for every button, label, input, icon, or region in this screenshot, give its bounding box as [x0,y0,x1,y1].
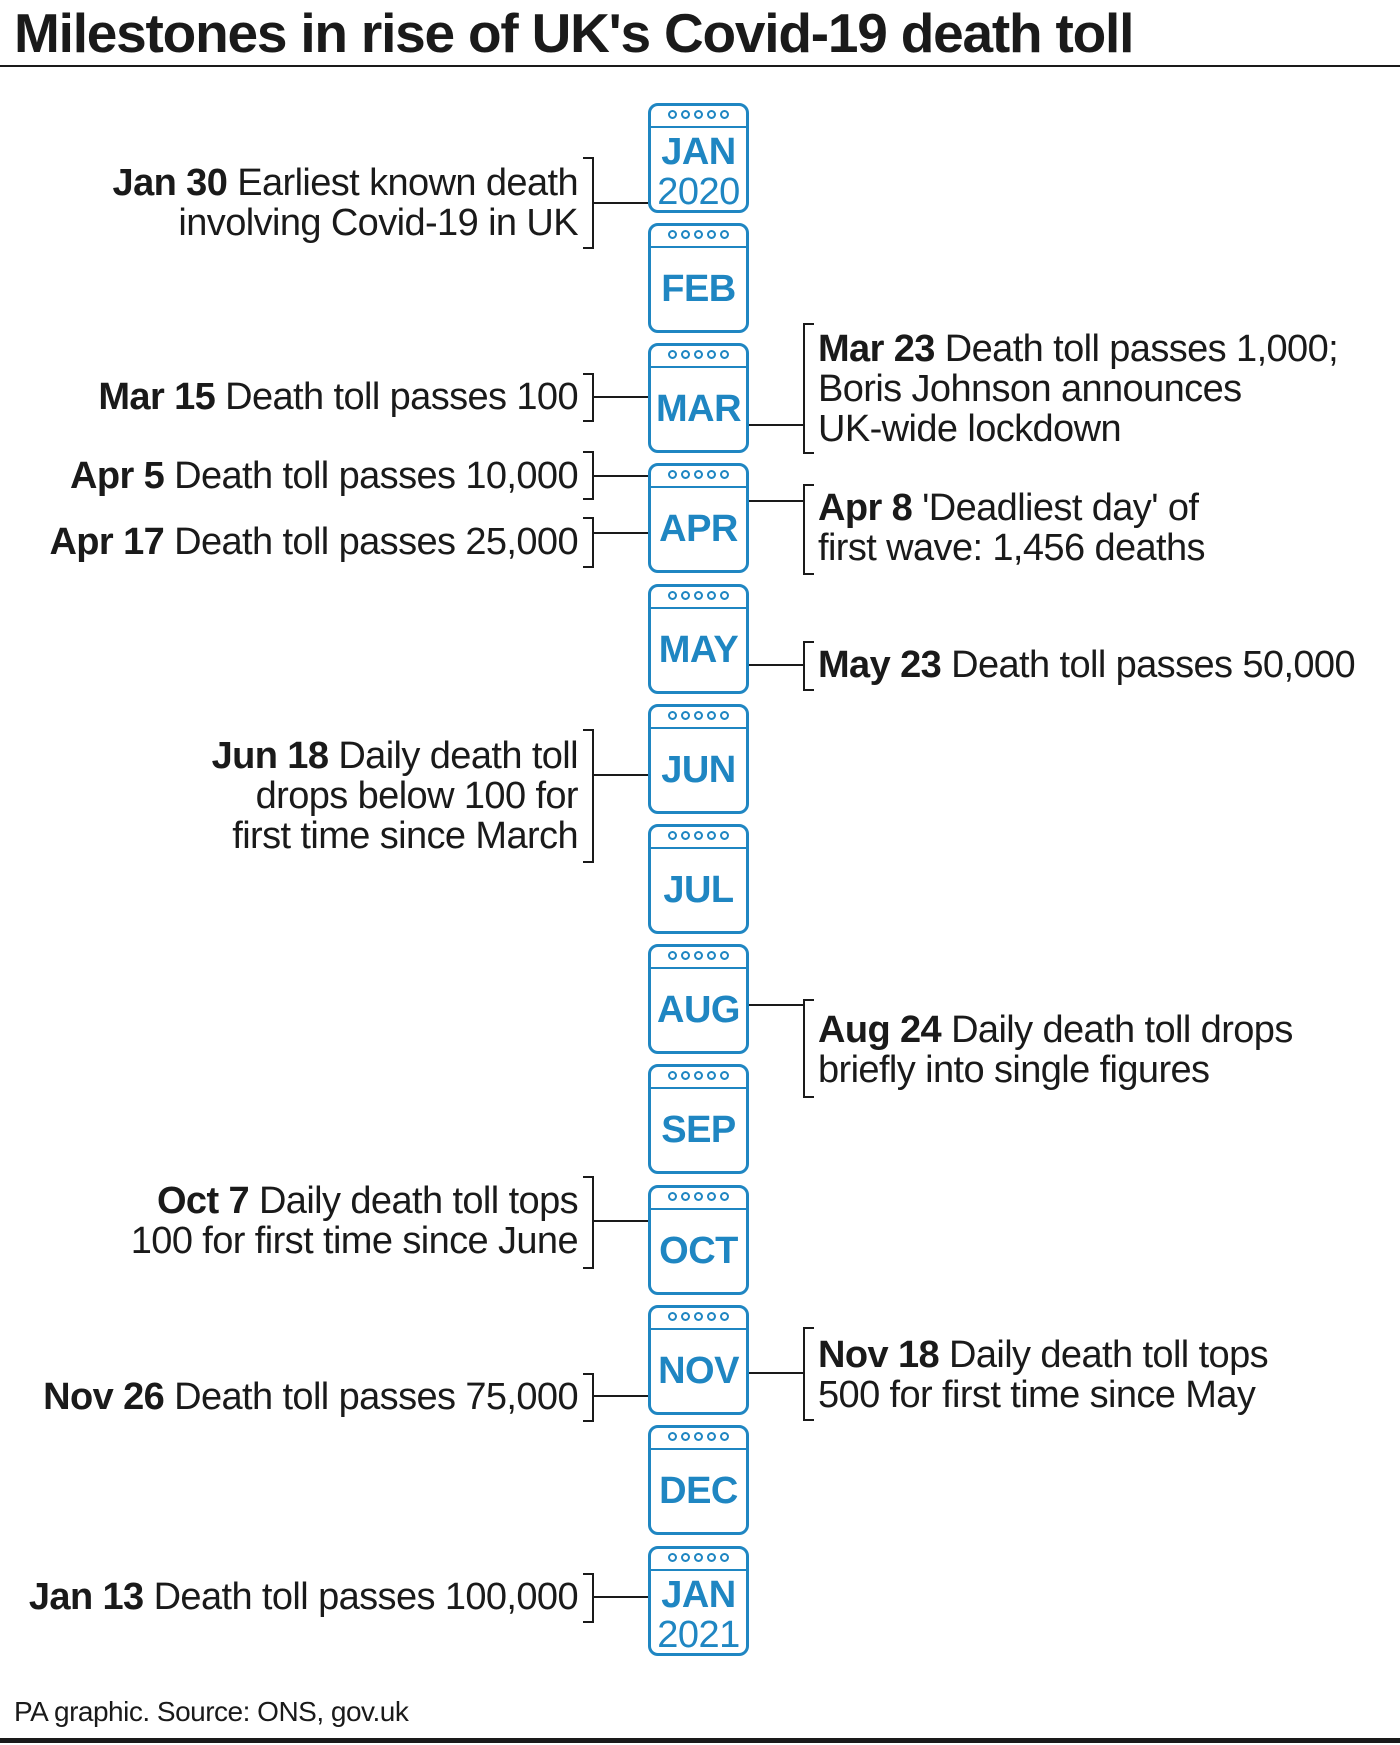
month-apr [648,463,749,573]
calendar-rings-icon [651,1553,746,1567]
event-date: Mar 15 [98,376,216,418]
connector-left-apr5 [583,452,648,499]
event-text: drops below 100 for [255,775,578,817]
calendar-rings-icon [651,470,746,484]
calendar-rings-icon [651,110,746,124]
connector-left-jan13 [583,1574,648,1622]
event-date: Apr 5 [70,455,165,497]
connector-left-jan30 [583,158,648,248]
event-date: Oct 7 [156,1180,249,1222]
month-year: 2021 [657,1614,740,1656]
event-date: Mar 23 [818,328,935,370]
calendar-rings-icon [651,230,746,244]
month-name: DEC [659,1470,738,1512]
event-text: UK-wide lockdown [818,408,1121,450]
event-text: Daily death toll drops [951,1009,1293,1051]
title-rule [0,65,1400,67]
event-text: 500 for first time since May [818,1374,1256,1416]
month-feb [648,223,749,333]
month-may [648,584,749,694]
calendar-rings-icon [651,1192,746,1206]
event-text: Death toll passes 100,000 [153,1576,578,1618]
event-date: Nov 18 [818,1334,940,1376]
event-date: Jan 13 [28,1576,144,1618]
month-dec [648,1425,749,1535]
event-date: Jan 30 [112,162,228,204]
event-text: 100 for first time since June [130,1220,578,1262]
event-nov-18 [818,1335,1268,1415]
month-name: OCT [659,1230,738,1272]
connector-left-apr17 [583,518,648,567]
event-apr-5 [70,456,578,496]
event-text: Death toll passes 75,000 [174,1376,578,1418]
month-sep [648,1064,749,1174]
event-date: Apr 8 [818,487,913,529]
month-name: APR [659,508,738,550]
event-jun-18 [212,736,578,856]
event-date: May 23 [818,644,942,686]
connector-right-apr8 [749,485,814,574]
month-name: JUL [663,869,734,911]
event-text: involving Covid-19 in UK [178,202,578,244]
month-name: JUN [661,749,736,791]
calendar-rings-icon [651,591,746,605]
connector-right-nov18 [749,1328,814,1420]
event-date: Nov 26 [43,1376,165,1418]
event-text: Death toll passes 1,000; [944,328,1339,370]
calendar-rings-icon [651,1312,746,1326]
page-title: Milestones in rise of UK's Covid-19 death toll [14,2,1134,64]
connector-right-mar23 [749,324,814,453]
calendar-rings-icon [651,951,746,965]
connector-left-jun18 [583,730,648,862]
connector-right-aug24 [749,1000,814,1097]
event-text: Daily death toll tops [258,1180,578,1222]
event-text: 'Deadliest day' of [922,487,1199,529]
event-mar-15 [98,377,578,417]
month-aug [648,944,749,1054]
event-text: Boris Johnson announces [818,368,1242,410]
source-credit: PA graphic. Source: ONS, gov.uk [14,1696,409,1727]
event-text: Death toll passes 50,000 [951,644,1356,686]
event-text: Daily death toll [338,735,578,777]
month-name: MAR [655,388,742,430]
month-name: MAY [658,629,739,671]
event-aug-24 [818,1010,1293,1090]
month-mar [648,343,749,453]
event-nov-26 [43,1377,578,1417]
month-name: NOV [658,1350,739,1392]
event-apr-17 [49,522,578,562]
calendar-rings-icon [651,711,746,725]
connector-left-nov26 [583,1374,648,1421]
month-oct [648,1185,749,1295]
footer-rule [0,1738,1400,1743]
event-text: Death toll passes 100 [225,376,578,418]
month-name: JAN [661,131,736,173]
month-name: FEB [661,268,736,310]
event-text: Daily death toll tops [948,1334,1269,1376]
month-jun [648,704,749,814]
connector-left-oct7 [583,1177,648,1268]
connector-right-may23 [749,642,814,690]
month-year: 2020 [657,171,740,213]
event-text: Death toll passes 25,000 [174,521,578,563]
calendar-rings-icon [651,831,746,845]
event-may-23 [818,645,1355,685]
event-text: briefly into single figures [818,1049,1210,1091]
month-name: AUG [657,989,740,1031]
event-apr-8 [818,488,1205,568]
month-jul [648,824,749,934]
event-oct-7 [131,1181,578,1261]
event-date: Jun 18 [211,735,329,777]
event-text: first wave: 1,456 deaths [818,527,1205,569]
month-name: JAN [661,1574,736,1616]
month-jan-2020 [648,103,749,213]
calendar-rings-icon [651,1432,746,1446]
calendar-rings-icon [651,350,746,364]
event-text: Death toll passes 10,000 [174,455,578,497]
event-text: first time since March [232,815,578,857]
event-mar-23 [818,329,1338,449]
calendar-rings-icon [651,1071,746,1085]
event-text: Earliest known death [237,162,578,204]
event-date: Apr 17 [49,521,165,563]
month-name: SEP [661,1109,736,1151]
event-jan-13 [29,1577,578,1617]
event-jan-30 [113,163,578,243]
month-jan-2021 [648,1546,749,1656]
connector-left-mar15 [583,374,648,421]
event-date: Aug 24 [818,1009,942,1051]
month-nov [648,1305,749,1415]
